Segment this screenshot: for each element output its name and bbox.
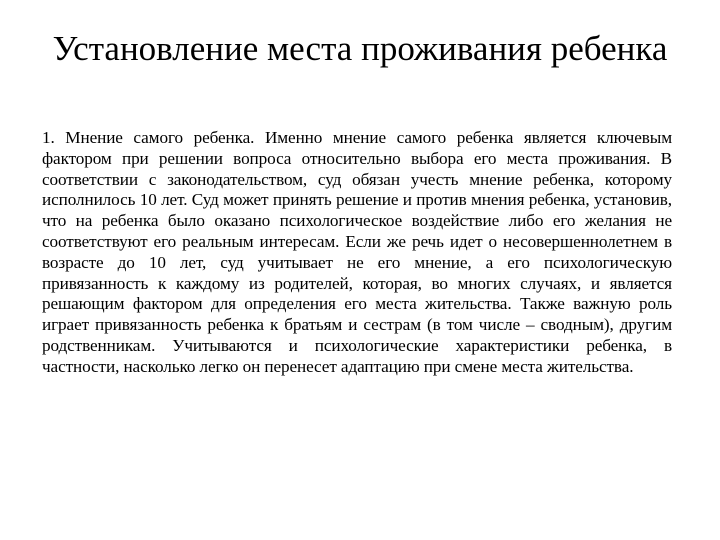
slide-body-text: 1. Мнение самого ребенка. Именно мнение самого ребенка является ключевым фактором при решении вопроса относительно выбора его места проживания. В соответствии с законодательством, суд обязан учесть мнение ребенка, которому исполнилось 10 лет. Суд может принять решение и против мнения ребенка, установив, что на ребенка было оказано психологическое воздействие либо его желания не соответствуют его реальным интересам. Если же речь идет о несовершеннолетнем в возрасте до 10 лет, суд учитывает не его мнение, а его психологическую привязанность к каждому из родителей, которая, во многих случаях, и является решающим фактором для определения его места жительства. Также важную роль играет привязанность ребенка к братьям и сестрам (в том числе – сводным), другим родственникам. Учитываются и психологические характеристики ребенка, в частности, насколько легко он перенесет адаптацию при смене места жительства. xyxy=(42,128,672,376)
slide-title: Установление места проживания ребенка xyxy=(52,29,668,68)
